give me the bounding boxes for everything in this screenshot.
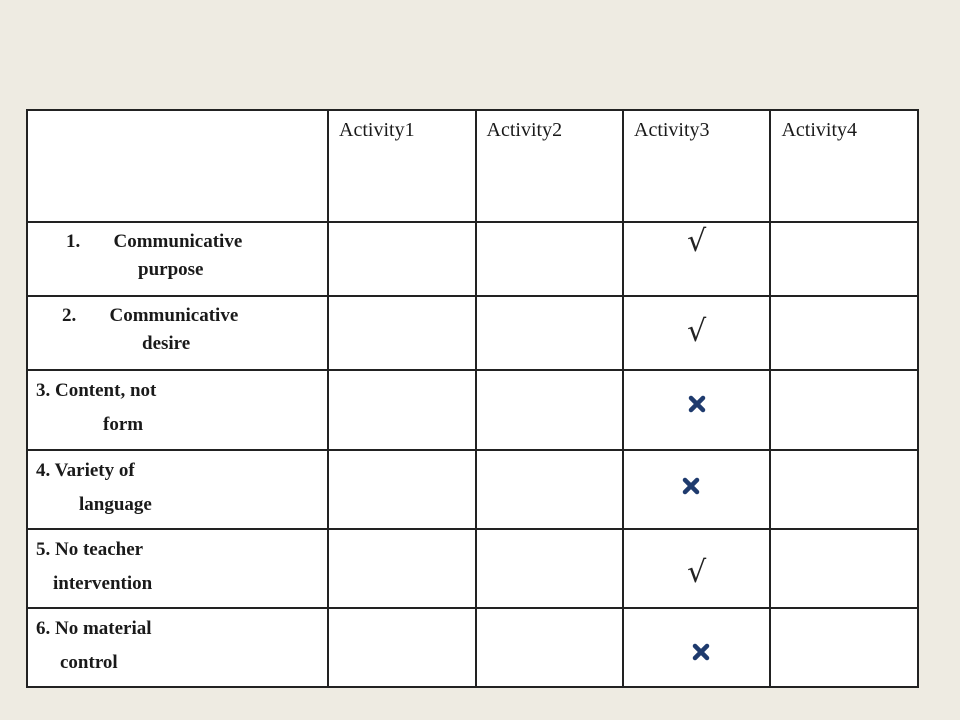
mark-cell	[770, 222, 918, 296]
mark-cell	[476, 296, 623, 370]
criterion-label-cont: form	[103, 414, 144, 436]
table-row	[27, 450, 918, 529]
mark-cell	[623, 222, 770, 296]
table-row	[27, 608, 918, 687]
table-row	[27, 296, 918, 370]
table-row	[27, 370, 918, 449]
criterion-label-cont: language	[79, 493, 152, 515]
mark-cell	[328, 450, 475, 529]
column-header-activity2: Activity2	[476, 110, 623, 222]
header-row	[27, 110, 918, 222]
mark-cell	[476, 370, 623, 449]
criterion-label: 3. Content, not	[36, 380, 157, 402]
criterion-label: 4. Variety of	[36, 459, 135, 481]
criterion-label-cont: control	[60, 651, 118, 673]
table-row	[27, 529, 918, 608]
criterion-label: 2. Communicative	[62, 305, 239, 327]
mark-cell	[476, 529, 623, 608]
mark-cell	[623, 608, 770, 687]
criterion-cell	[27, 370, 328, 449]
cross-icon	[682, 477, 700, 495]
criterion-label-cont: purpose	[138, 259, 204, 281]
criterion-label-cont: intervention	[53, 572, 153, 594]
mark-cell	[328, 529, 475, 608]
table-row	[27, 222, 918, 296]
mark-cell	[476, 222, 623, 296]
mark-cell	[623, 529, 770, 608]
column-header-activity1: Activity1	[328, 110, 475, 222]
mark-cell	[770, 608, 918, 687]
cross-icon	[688, 395, 706, 413]
criterion-label: 5. No teacher	[36, 538, 144, 560]
column-header-activity3: Activity3	[623, 110, 770, 222]
mark-cell	[770, 370, 918, 449]
column-header-activity4: Activity4	[770, 110, 918, 222]
mark-cell	[770, 529, 918, 608]
mark-cell	[476, 608, 623, 687]
mark-cell	[770, 450, 918, 529]
mark-cell	[328, 608, 475, 687]
criterion-cell	[27, 222, 328, 296]
criterion-cell	[27, 608, 328, 687]
mark-cell	[623, 296, 770, 370]
criterion-cell	[27, 296, 328, 370]
criteria-table	[26, 109, 919, 688]
criterion-cell	[27, 450, 328, 529]
check-mark: √	[687, 554, 707, 590]
criterion-label: 6. No material	[36, 617, 152, 639]
mark-cell	[328, 222, 475, 296]
mark-cell	[328, 370, 475, 449]
check-mark: √	[687, 314, 707, 350]
mark-cell	[328, 296, 475, 370]
criterion-label: 1. Communicative	[66, 231, 243, 253]
criterion-cell	[27, 529, 328, 608]
mark-cell	[623, 370, 770, 449]
mark-cell	[770, 296, 918, 370]
criterion-label-cont: desire	[142, 333, 191, 355]
corner-cell	[27, 110, 328, 222]
mark-cell	[476, 450, 623, 529]
cross-icon	[692, 643, 710, 661]
mark-cell	[623, 450, 770, 529]
check-mark: √	[687, 224, 707, 260]
